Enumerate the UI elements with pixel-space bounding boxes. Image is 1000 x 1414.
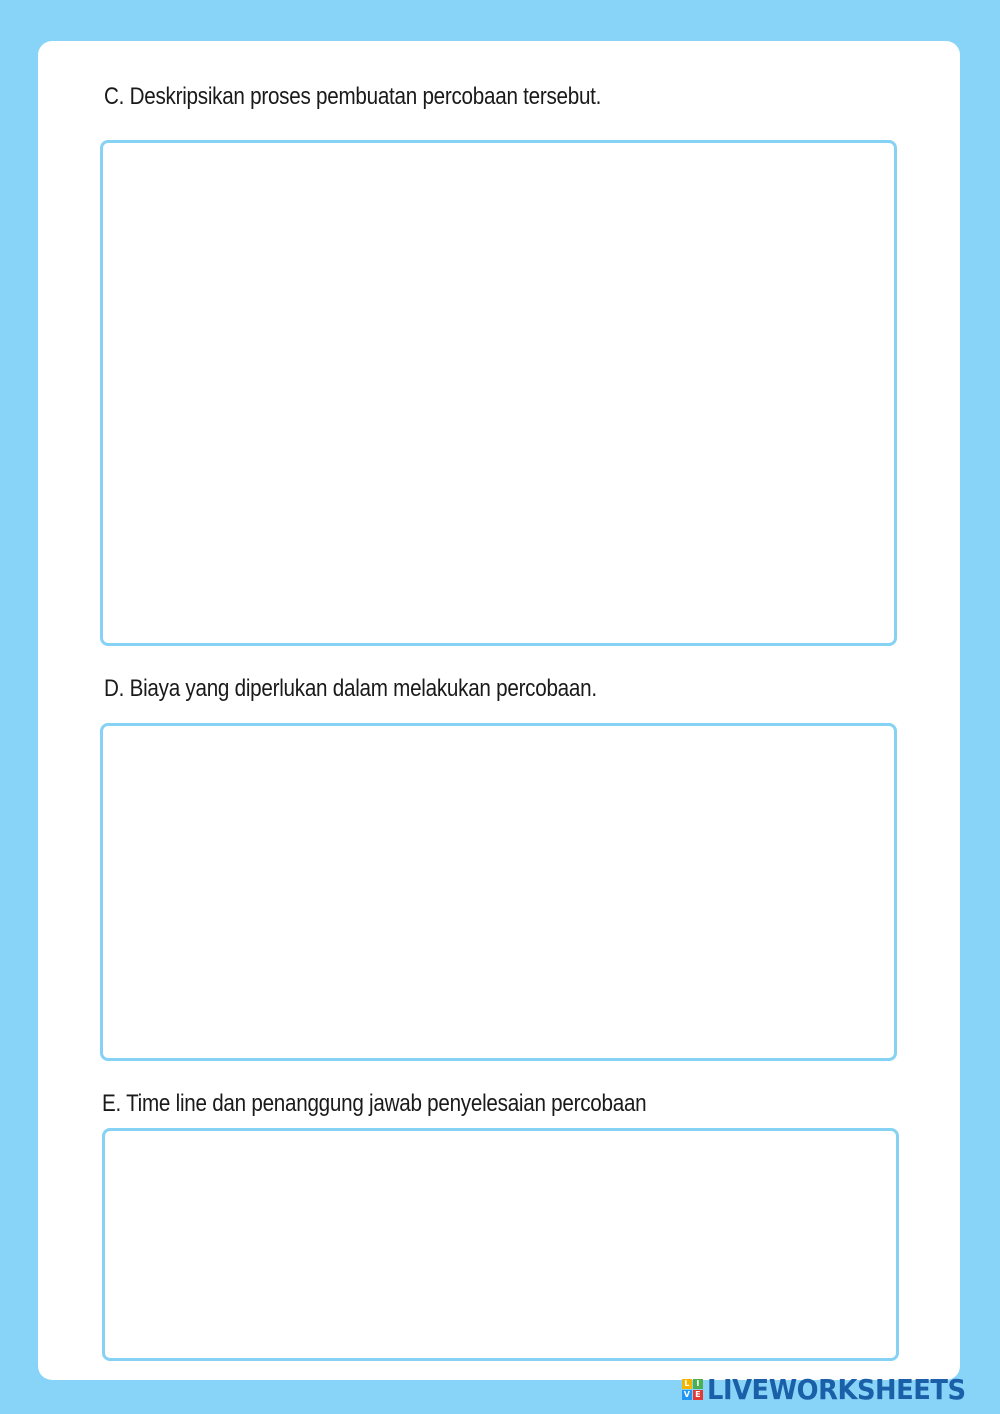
liveworksheets-logo-icon — [682, 1379, 703, 1400]
question-c-text: C. Deskripsikan proses pembuatan percobaan tersebut. — [104, 83, 602, 110]
liveworksheets-brand — [682, 1373, 988, 1406]
answer-box-e[interactable] — [102, 1128, 899, 1361]
logo-letter-i: I — [693, 1379, 703, 1389]
answer-box-c[interactable] — [100, 140, 897, 646]
logo-letter-e: E — [693, 1390, 703, 1400]
brand-wordmark: LIVEWORKSHEETS — [706, 1373, 966, 1406]
logo-letter-l: L — [682, 1379, 692, 1389]
question-e-text: E. Time line dan penanggung jawab penyelesaian percobaan — [102, 1090, 647, 1117]
worksheet-page — [38, 41, 960, 1380]
answer-box-d[interactable] — [100, 723, 897, 1061]
logo-letter-v: V — [683, 1390, 690, 1399]
question-d-text: D. Biaya yang diperlukan dalam melakukan percobaan. — [104, 675, 597, 702]
